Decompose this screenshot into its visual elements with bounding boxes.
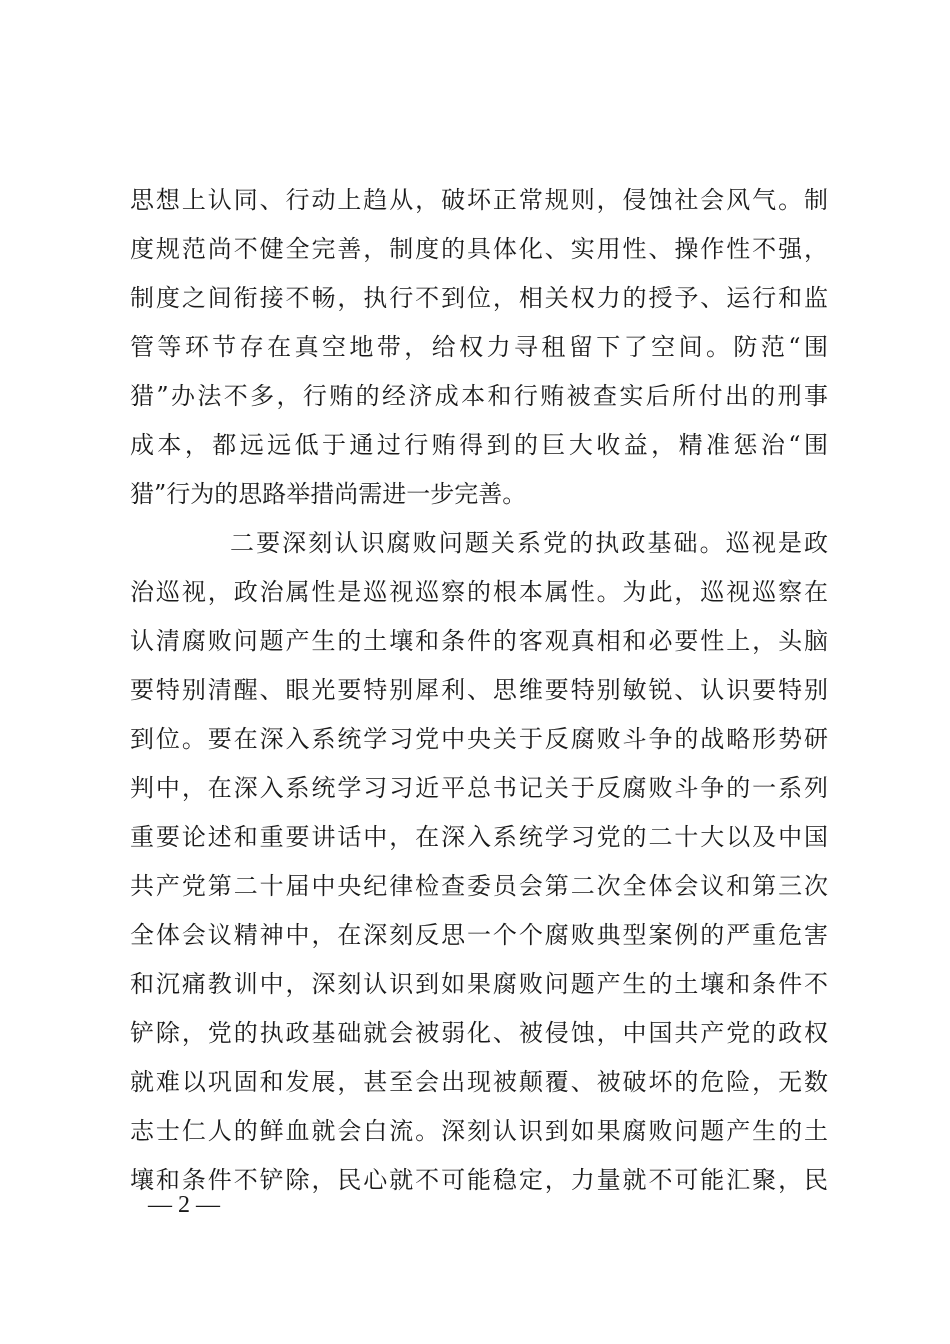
page-number: — 2 — bbox=[148, 1192, 220, 1218]
text-line: 二要深刻认识腐败问题关系党的执政基础。巡视是政 bbox=[230, 529, 828, 557]
text-line: 就难以巩固和发展，甚至会出现被颠覆、被破坏的危险，无数 bbox=[130, 1068, 828, 1096]
text-line: 认清腐败问题产生的土壤和条件的客观真相和必要性上，头脑 bbox=[130, 627, 828, 655]
text-line: 制度之间衔接不畅，执行不到位，相关权力的授予、运行和监 bbox=[130, 284, 828, 312]
text-line: 判中，在深入系统学习习近平总书记关于反腐败斗争的一系列 bbox=[130, 774, 828, 802]
text-line: 重要论述和重要讲话中，在深入系统学习党的二十大以及中国 bbox=[130, 823, 828, 851]
text-line: 猎”办法不多，行贿的经济成本和行贿被查实后所付出的刑事 bbox=[130, 382, 828, 410]
text-line: 到位。要在深入系统学习党中央关于反腐败斗争的战略形势研 bbox=[130, 725, 828, 753]
text-line: 共产党第二十届中央纪律检查委员会第二次全体会议和第三次 bbox=[130, 872, 828, 900]
text-line: 猎”行为的思路举措尚需进一步完善。 bbox=[130, 480, 527, 508]
text-line: 和沉痛教训中，深刻认识到如果腐败问题产生的土壤和条件不 bbox=[130, 970, 828, 998]
text-line: 度规范尚不健全完善，制度的具体化、实用性、操作性不强， bbox=[130, 235, 828, 263]
text-line: 管等环节存在真空地带，给权力寻租留下了空间。防范“围 bbox=[130, 333, 828, 361]
text-line: 铲除，党的执政基础就会被弱化、被侵蚀，中国共产党的政权 bbox=[130, 1019, 828, 1047]
text-line: 要特别清醒、眼光要特别犀利、思维要特别敏锐、认识要特别 bbox=[130, 676, 828, 704]
text-line: 志士仁人的鲜血就会白流。深刻认识到如果腐败问题产生的土 bbox=[130, 1117, 828, 1145]
text-line: 治巡视，政治属性是巡视巡察的根本属性。为此，巡视巡察在 bbox=[130, 578, 828, 606]
text-line: 全体会议精神中，在深刻反思一个个腐败典型案例的严重危害 bbox=[130, 921, 828, 949]
text-line: 壤和条件不铲除，民心就不可能稳定，力量就不可能汇聚，民 bbox=[130, 1166, 828, 1194]
text-line: 成本，都远远低于通过行贿得到的巨大收益，精准惩治“围 bbox=[130, 431, 828, 459]
text-line: 思想上认同、行动上趋从，破坏正常规则，侵蚀社会风气。制 bbox=[130, 186, 828, 214]
